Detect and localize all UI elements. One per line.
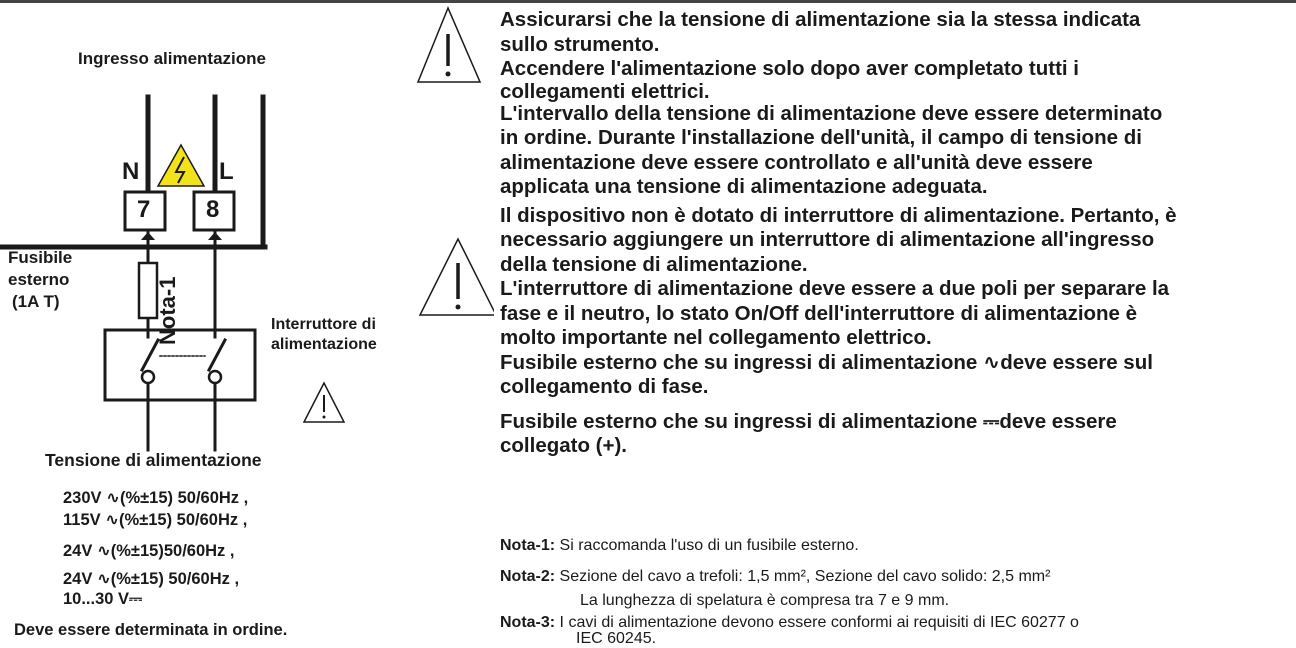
warning-line: molto importante nel collegamento elettrico. bbox=[500, 326, 932, 349]
warning-line: alimentazione deve essere controllato e all'unità deve essere bbox=[500, 150, 1093, 174]
high-voltage-icon bbox=[158, 145, 204, 186]
wiring-diagram bbox=[0, 0, 430, 648]
warning-line: L'intervallo della tensione di alimentazione deve essere determinato bbox=[500, 101, 1163, 125]
terminal-7-number: 7 bbox=[137, 196, 151, 223]
fuse-label-line-2: esterno bbox=[8, 270, 70, 289]
warning-line: necessario aggiungere un interruttore di alimentazione all'ingresso bbox=[500, 228, 1155, 251]
warning-line: Il dispositivo non è dotato di interruttore di alimentazione. Pertanto, è bbox=[500, 203, 1177, 227]
voltage-row-1: 230V ∿(%±15) 50/60Hz , bbox=[63, 489, 249, 507]
voltage-row-2: 115V ∿(%±15) 50/60Hz , bbox=[63, 511, 248, 529]
warning-line: applicata una tensione di alimentazione adeguata. bbox=[500, 175, 988, 198]
note-1 bbox=[500, 537, 859, 555]
note-1-vertical-label: Nota-1 bbox=[155, 276, 180, 345]
warning-paragraphs bbox=[500, 8, 1177, 459]
warning-line: Fusibile esterno che su ingressi di alimentazione ⎓deve essere bbox=[500, 409, 1117, 433]
warning-line: collegamento di fase. bbox=[500, 375, 709, 398]
warning-line: fase e il neutro, lo stato On/Off dell'interruttore di alimentazione è bbox=[500, 301, 1138, 325]
warning-line: L'interruttore di alimentazione deve essere a due poli per separare la bbox=[500, 277, 1170, 300]
warning-line: Assicurarsi che la tensione di alimentazione sia la stessa indicata bbox=[500, 8, 1141, 31]
warning-line: collegato (+). bbox=[500, 434, 628, 457]
switch-label-line-1: Interruttore di bbox=[271, 316, 376, 333]
warning-triangle-icon bbox=[414, 4, 494, 92]
terminal-8-number: 8 bbox=[206, 196, 220, 223]
note-2-key: Nota-2: bbox=[500, 568, 556, 585]
note-3-line-2: IEC 60245. bbox=[576, 630, 657, 647]
note-2 bbox=[500, 568, 1050, 586]
fuse-label-line-3: (1A T) bbox=[12, 292, 60, 311]
input-label: Ingresso alimentazione bbox=[78, 49, 266, 68]
warning-line: Accendere l'alimentazione solo dopo aver completato tutti i bbox=[500, 57, 1079, 80]
warning-triangle-icon-2 bbox=[414, 235, 494, 323]
warning-line: Fusibile esterno che su ingressi di alimentazione ∿deve essere sul bbox=[500, 350, 1153, 374]
supply-title: Tensione di alimentazione bbox=[45, 450, 262, 470]
voltage-row-3: 24V ∿(%±15)50/60Hz , bbox=[63, 542, 235, 560]
switch-label-line-2: alimentazione bbox=[271, 336, 377, 353]
terminal-l-letter: L bbox=[219, 158, 234, 185]
determined-note: Deve essere determinata in ordine. bbox=[14, 621, 288, 639]
warning-line: della tensione di alimentazione. bbox=[500, 252, 808, 276]
terminal-n-letter: N bbox=[122, 158, 140, 185]
warning-line: collegamenti elettrici. bbox=[500, 79, 710, 103]
warning-triangle-small-icon bbox=[304, 383, 344, 422]
note-3-text: I cavi di alimentazione devono essere conformi ai requisiti di IEC 60277 o bbox=[555, 614, 1079, 631]
voltage-row-5: 10...30 V⎓ bbox=[63, 590, 143, 608]
note-1-text: Si raccomanda l'uso di un fusibile esterno. bbox=[555, 537, 859, 554]
note-1-key: Nota-1: bbox=[500, 537, 556, 554]
warning-line: in ordine. Durante l'installazione dell'unità, il campo di tensione di bbox=[500, 126, 1142, 149]
fuse-label-line-1: Fusibile bbox=[8, 248, 73, 267]
note-2-line-2: La lunghezza di spelatura è compresa tra 7 e 9 mm. bbox=[580, 592, 950, 609]
warning-line: sullo strumento. bbox=[500, 32, 660, 56]
note-2-text: Sezione del cavo a trefoli: 1,5 mm², Sezione del cavo solido: 2,5 mm² bbox=[555, 568, 1051, 585]
note-3-key: Nota-3: bbox=[500, 614, 556, 631]
voltage-row-4: 24V ∿(%±15) 50/60Hz , bbox=[63, 570, 240, 588]
